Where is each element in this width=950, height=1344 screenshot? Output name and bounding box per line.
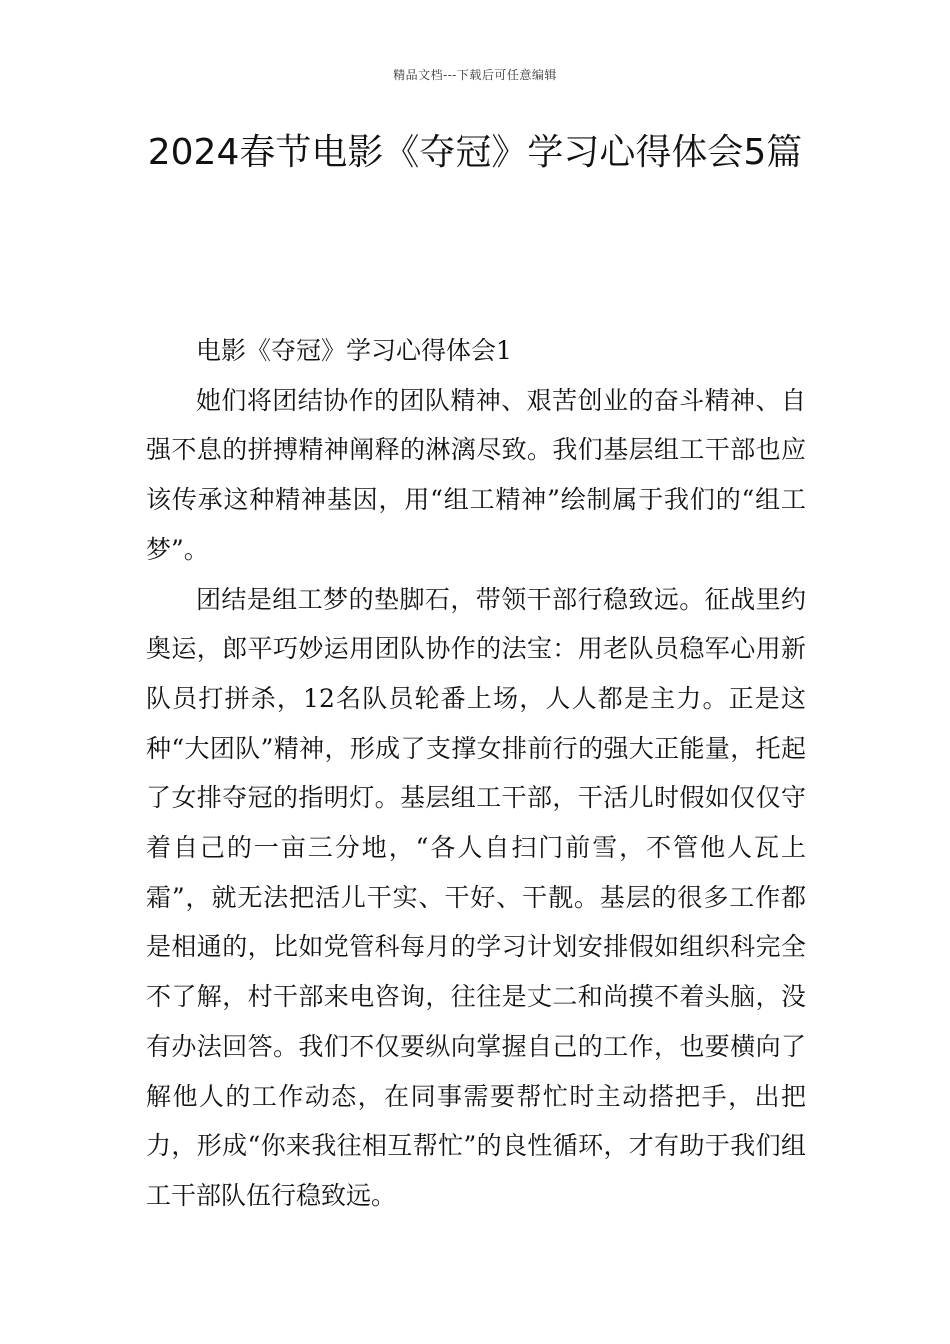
header-note: 精品文档---下载后可任意编辑 bbox=[393, 68, 557, 82]
document-title: 2024春节电影《夺冠》学习心得体会5篇 bbox=[147, 132, 803, 173]
section-heading: 电影《夺冠》学习心得体会1 bbox=[196, 336, 512, 365]
document-body bbox=[146, 326, 806, 1221]
paragraph-1: 她们将团结协作的团队精神、艰苦创业的奋斗精神、自强不息的拼搏精神阐释的淋漓尽致。我们基层组工干部也应该传承这种精神基因，用“组工精神”绘制属于我们的“组工梦”。 bbox=[146, 385, 806, 564]
paragraph-2: 团结是组工梦的垫脚石，带领干部行稳致远。征战里约奥运，郎平巧妙运用团队协作的法宝：用老队员稳军心用新队员打拼杀，12名队员轮番上场，人人都是主力。正是这种“大团队”精神，形成了支撑女排前行的强大正能量，托起了女排夺冠的指明灯。基层组工干部，干活儿时假如仅仅守着自己的一亩三分地，“各人自扫门前雪，不管他人瓦上霜”，就无法把活儿干实、干好、干靓。基层的很多工作都是相通的，比如党管科每月的学习计划安排假如组织科完全不了解，村干部来电咨询，往往是丈二和尚摸不着头脑，没有办法回答。我们不仅要纵向掌握自己的工作，也要横向了解他人的工作动态，在同事需要帮忙时主动搭把手，出把力，形成“你来我往相互帮忙”的良性循环，才有助于我们组工干部队伍行稳致远。 bbox=[146, 584, 806, 1210]
